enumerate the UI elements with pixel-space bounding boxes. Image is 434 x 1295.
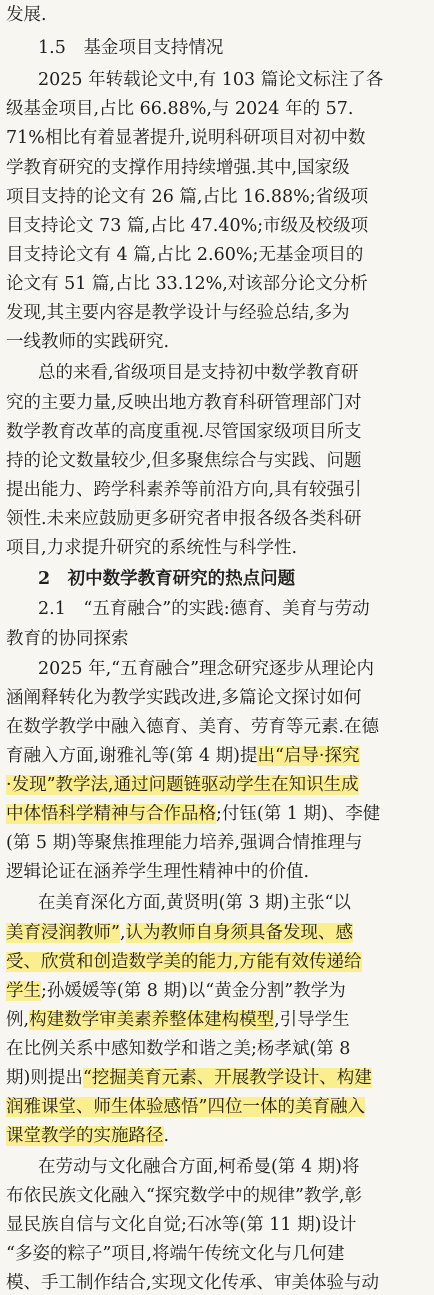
text-line	[6, 1008, 428, 1032]
text-line: 学教育研究的支撑作用持续增强.其中,国家级	[6, 158, 350, 178]
text-line	[6, 802, 428, 826]
text-span: .	[163, 1126, 170, 1146]
text-line	[6, 921, 428, 945]
text-line: 发现,其主要内容是教学设计与经验总结,多为	[6, 303, 350, 323]
text-line: 模、手工制作结合,实现文化传承、审美体验与动	[6, 1273, 380, 1293]
text-line: 在比例关系中感知数学和谐之美;杨孝斌(第 8	[6, 1039, 351, 1059]
text-line: “多姿的粽子”项目,将端午传统文化与几何建	[6, 1244, 345, 1264]
text-line: 持的论文数量较少,但多聚焦综合与实践、问题	[6, 451, 362, 471]
text-line: 数学教育改革的高度重视.尽管国家级项目所支	[6, 422, 362, 442]
text-line: 级基金项目,占比 66.88%,与 2024 年的 57.	[6, 99, 354, 119]
text-line: 目支持论文 73 篇,占比 47.40%;市级及校级项	[6, 216, 369, 236]
text-line	[6, 1124, 428, 1148]
text-span: 育融入方面,谢雅礼等(第 4 期)提	[6, 746, 258, 766]
text-line: 究的主要力量,反映出地方教育科研管理部门对	[6, 393, 362, 413]
text-line: 涵阐释转化为教学实践改进,多篇论文探讨如何	[6, 688, 362, 708]
text-span: ;孙媛媛等(第 8 期)以“黄金分割”教学为	[41, 981, 346, 1001]
text-line	[6, 1095, 428, 1119]
text-line: 2025 年,“五育融合”理念研究逐步从理论内	[38, 659, 375, 679]
text-span: ,引导学生	[274, 1010, 350, 1030]
text-span: ,	[119, 923, 126, 943]
section-heading-2: 2 初中数学教育研究的热点问题	[38, 569, 296, 589]
highlighted-text: 润雅课堂、师生体验感悟”四位一体的美育融入	[6, 1097, 365, 1117]
text-line	[6, 744, 428, 768]
text-line: 显民族自信与文化自觉;石冰等(第 11 期)设计	[6, 1215, 357, 1235]
text-line: 项目支持的论文有 26 篇,占比 16.88%;省级项	[6, 187, 369, 207]
text-line	[6, 773, 428, 797]
text-line	[6, 1066, 428, 1090]
highlighted-text: ·发现”教学法,通过问题链驱动学生在知识生成	[6, 775, 359, 795]
text-line: 总的来看,省级项目是支持初中数学教育研	[38, 363, 359, 383]
text-line: 目支持论文有 4 篇,占比 2.60%;无基金项目的	[6, 245, 364, 265]
text-line: 在数学教学中融入德育、美育、劳育等元素.在德	[6, 717, 380, 737]
highlighted-text: 中体悟科学精神与合作品格	[6, 804, 216, 824]
text-span: ;付钰(第 1 期)、李健	[216, 804, 381, 824]
highlighted-text: “挖掘美育元素、开展教学设计、构建	[82, 1068, 372, 1088]
text-line	[6, 950, 428, 974]
text-line: 发展.	[6, 5, 47, 25]
subsection-heading-2-1: 2.1 “五育融合”的实践:德育、美育与劳动	[38, 599, 370, 619]
subsection-heading-2-1-cont: 教育的协同探索	[6, 629, 129, 649]
text-line: (第 5 期)等聚焦推理能力培养,强调合情推理与	[6, 833, 363, 853]
text-line: 布依民族文化融入“探究数学中的规律”教学,彰	[6, 1186, 362, 1206]
text-line: 提出能力、跨学科素养等前沿方向,具有较强引	[6, 480, 362, 500]
text-line: 领性.未来应鼓励更多研究者申报各级各类科研	[6, 509, 362, 529]
text-line: 2025 年转载论文中,有 103 篇论文标注了各	[38, 70, 384, 90]
text-line: 项目,力求提升研究的系统性与科学性.	[6, 538, 298, 558]
text-line: 在美育深化方面,黄贤明(第 3 期)主张“以	[38, 893, 351, 913]
highlighted-text: 出“启导·探究	[257, 746, 360, 766]
text-line: 逻辑论证在涵养学生理性精神中的价值.	[6, 862, 310, 882]
text-line: 论文有 51 篇,占比 33.12%,对该部分论文分析	[6, 274, 368, 294]
highlighted-text: 受、欣赏和创造数学美的能力,方能有效传递给	[6, 952, 362, 972]
highlighted-text: 认为教师自身须具备发现、感	[125, 923, 354, 943]
text-line: 一线教师的实践研究.	[6, 332, 170, 352]
highlighted-text: 构建数学审美素养整体建构模型	[29, 1010, 275, 1030]
highlighted-text: 课堂教学的实施路径	[6, 1126, 164, 1146]
text-line	[6, 979, 428, 1003]
text-span: 期)则提出	[6, 1068, 83, 1088]
text-span: 例,	[6, 1010, 30, 1030]
highlighted-text: 学生	[6, 981, 41, 1001]
text-line: 在劳动与文化融合方面,柯希曼(第 4 期)将	[38, 1157, 360, 1177]
highlighted-text: 美育浸润教师”	[6, 923, 120, 943]
section-heading-1-5: 1.5 基金项目支持情况	[38, 38, 224, 58]
text-line: 71%相比有着显著提升,说明科研项目对初中数	[6, 128, 366, 148]
